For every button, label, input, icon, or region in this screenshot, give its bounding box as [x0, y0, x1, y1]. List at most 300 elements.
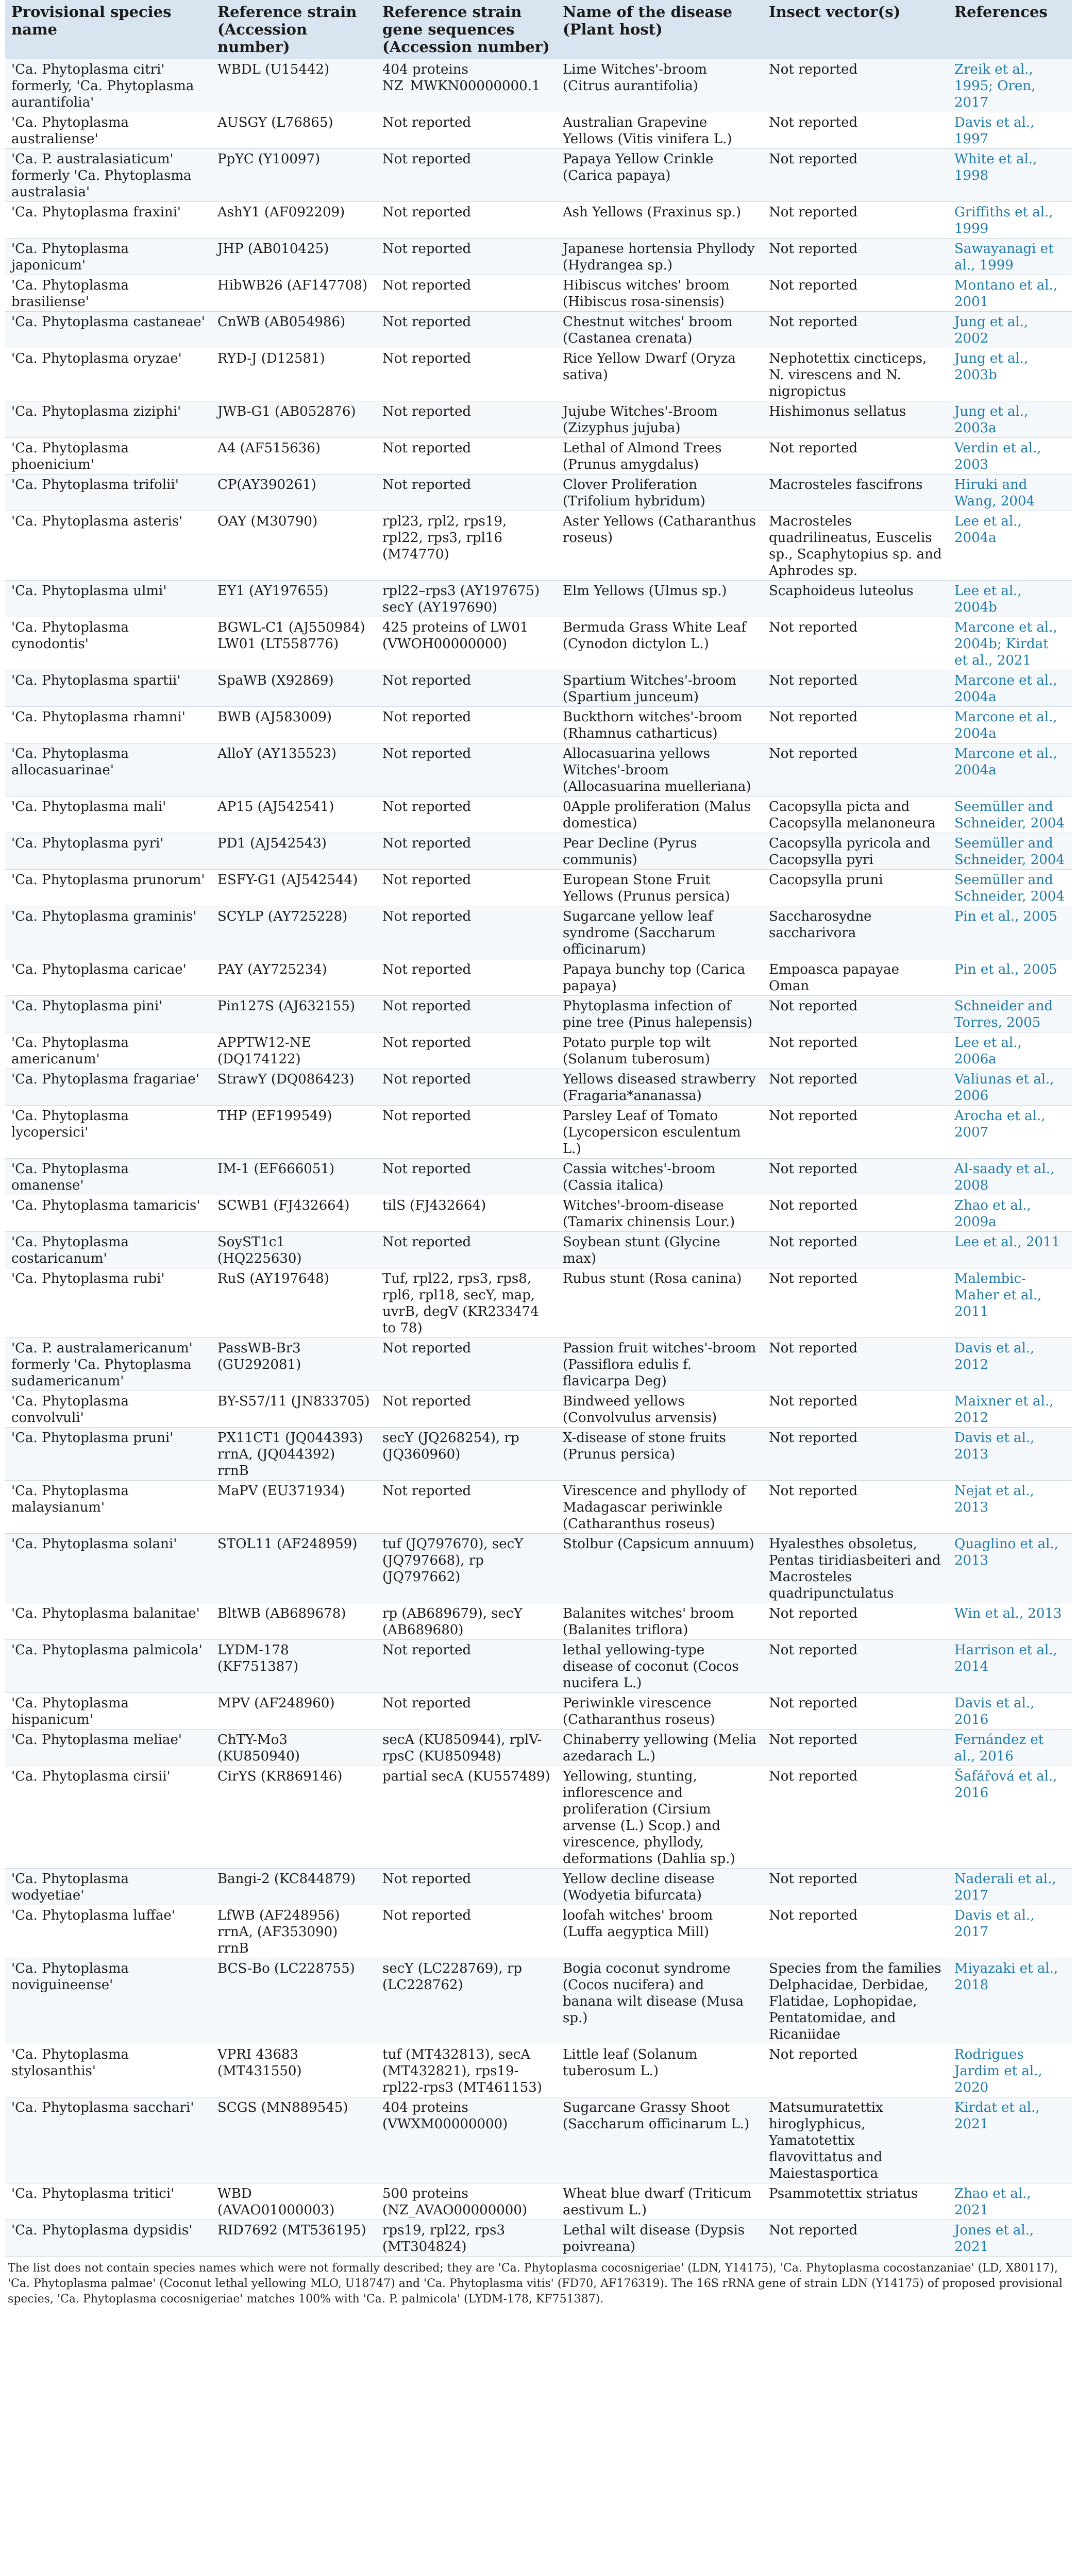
table-row: [5, 2183, 1072, 2220]
insect-vector-cell: Not reported: [763, 1905, 948, 1958]
species-name-cell: 'Ca. Phytoplasma americanum': [5, 1032, 211, 1069]
reference-strain-cell: StrawY (DQ086423): [211, 1069, 376, 1106]
disease-cell: Sugarcane yellow leaf syndrome (Saccharum officinarum): [557, 906, 763, 959]
reference-cell[interactable]: Seemüller and Schneider, 2004: [948, 833, 1072, 870]
disease-cell: Lethal wilt disease (Dypsis poivreana): [557, 2220, 763, 2257]
insect-vector-cell: Not reported: [763, 1268, 948, 1338]
insect-vector-cell: Not reported: [763, 1106, 948, 1159]
gene-sequences-cell: Not reported: [376, 1905, 557, 1958]
gene-sequences-cell: Not reported: [376, 438, 557, 474]
table-row: [5, 1766, 1072, 1869]
gene-sequences-cell: Not reported: [376, 401, 557, 438]
table-footnote: The list does not contain species names which were not formally described; they are 'Ca. Phytoplasma cocosnigeriae' (LDN, Y14175), 'Ca. Phytoplasma cocostanzaniae' (LD, X80117), 'Ca. Phytoplasma palmae' (Coconut lethal yellowing MLO, U18747) and 'Ca. Phytoplasma vitis' (FD70, AF176319). The 16S rRNA gene of strain LDN (Y14175) of proposed provisional species, 'Ca. Phytoplasma cocosnigeriae' matches 100% with 'Ca. P. palmicola' (LYDM-178, KF751387).: [8, 2262, 1063, 2306]
disease-cell: Hibiscus witches' broom (Hibiscus rosa-sinensis): [557, 275, 763, 312]
reference-strain-cell: EY1 (AY197655): [211, 581, 376, 617]
disease-cell: Chinaberry yellowing (Melia azedarach L.): [557, 1730, 763, 1766]
disease-cell: X-disease of stone fruits (Prunus persica): [557, 1428, 763, 1481]
reference-cell[interactable]: Davis et al., 1997: [948, 112, 1072, 149]
disease-cell: Yellowing, stunting, inflorescence and proliferation (Cirsium arvense (L.) Scop.) and virescence, phyllody, deformations (Dahlia sp.): [557, 1766, 763, 1869]
table-row: [5, 1481, 1072, 1534]
disease-cell: Bogia coconut syndrome (Cocos nucifera) and banana wilt disease (Musa sp.): [557, 1958, 763, 2044]
reference-cell[interactable]: Fernández et al., 2016: [948, 1730, 1072, 1766]
table-row: [5, 511, 1072, 581]
table-row: [5, 1534, 1072, 1603]
insect-vector-cell: Not reported: [763, 1338, 948, 1391]
disease-cell: Japanese hortensia Phyllody (Hydrangea sp.): [557, 239, 763, 275]
gene-sequences-cell: Not reported: [376, 474, 557, 511]
reference-strain-cell: APPTW12-NE (DQ174122): [211, 1032, 376, 1069]
insect-vector-cell: Hyalesthes obsoletus, Pentas tiridiasbeiteri and Macrosteles quadripunctulatus: [763, 1534, 948, 1603]
table-row: [5, 2097, 1072, 2183]
species-name-cell: 'Ca. Phytoplasma dypsidis': [5, 2220, 211, 2257]
species-name-cell: 'Ca. Phytoplasma malaysianum': [5, 1481, 211, 1534]
table-row: [5, 670, 1072, 707]
species-name-cell: 'Ca. P. australamericanum' formerly 'Ca. Phytoplasma sudamericanum': [5, 1338, 211, 1391]
header-disease-name: Name of the disease (Plant host): [557, 0, 763, 59]
disease-cell: Bermuda Grass White Leaf (Cynodon dictylon L.): [557, 617, 763, 670]
gene-sequences-cell: Not reported: [376, 1338, 557, 1391]
insect-vector-cell: Not reported: [763, 202, 948, 239]
reference-strain-cell: BWB (AJ583009): [211, 707, 376, 743]
reference-strain-cell: PX11CT1 (JQ044393) rrnA, (JQ044392) rrnB: [211, 1428, 376, 1481]
species-name-cell: 'Ca. Phytoplasma noviguineense': [5, 1958, 211, 2044]
insect-vector-cell: Not reported: [763, 996, 948, 1032]
reference-strain-cell: JWB-G1 (AB052876): [211, 401, 376, 438]
disease-cell: Passion fruit witches'-broom (Passiflora edulis f. flavicarpa Deg): [557, 1338, 763, 1391]
species-name-cell: 'Ca. Phytoplasma pini': [5, 996, 211, 1032]
disease-cell: Lethal of Almond Trees (Prunus amygdalus): [557, 438, 763, 474]
species-name-cell: 'Ca. Phytoplasma sacchari': [5, 2097, 211, 2183]
reference-cell[interactable]: Schneider and Torres, 2005: [948, 996, 1072, 1032]
reference-cell[interactable]: Arocha et al., 2007: [948, 1106, 1072, 1159]
gene-sequences-cell: Not reported: [376, 670, 557, 707]
reference-cell[interactable]: Jung et al., 2003a: [948, 401, 1072, 438]
disease-cell: Virescence and phyllody of Madagascar periwinkle (Catharanthus roseus): [557, 1481, 763, 1534]
species-name-cell: 'Ca. Phytoplasma pruni': [5, 1428, 211, 1481]
reference-strain-cell: JHP (AB010425): [211, 239, 376, 275]
reference-cell[interactable]: Valiunas et al., 2006: [948, 1069, 1072, 1106]
reference-strain-cell: PassWB-Br3 (GU292081): [211, 1338, 376, 1391]
disease-cell: Phytoplasma infection of pine tree (Pinus halepensis): [557, 996, 763, 1032]
reference-cell[interactable]: Zhao et al., 2009a: [948, 1195, 1072, 1232]
reference-cell[interactable]: Jung et al., 2003b: [948, 348, 1072, 401]
reference-cell[interactable]: Montano et al., 2001: [948, 275, 1072, 312]
disease-cell: Pear Decline (Pyrus communis): [557, 833, 763, 870]
species-name-cell: 'Ca. Phytoplasma lycopersici': [5, 1106, 211, 1159]
table-row: [5, 1958, 1072, 2044]
reference-cell[interactable]: Marcone et al., 2004a: [948, 743, 1072, 796]
table-row: [5, 1195, 1072, 1232]
table-row: [5, 1905, 1072, 1958]
gene-sequences-cell: Not reported: [376, 112, 557, 149]
species-name-cell: 'Ca. Phytoplasma castaneae': [5, 312, 211, 348]
reference-strain-cell: CnWB (AB054986): [211, 312, 376, 348]
reference-strain-cell: BltWB (AB689678): [211, 1603, 376, 1640]
table-body: [5, 59, 1072, 2257]
insect-vector-cell: Not reported: [763, 438, 948, 474]
reference-strain-cell: AlloY (AY135523): [211, 743, 376, 796]
insect-vector-cell: Not reported: [763, 1766, 948, 1869]
insect-vector-cell: Empoasca papayae Oman: [763, 959, 948, 996]
reference-cell[interactable]: White et al., 1998: [948, 149, 1072, 202]
gene-sequences-cell: tilS (FJ432664): [376, 1195, 557, 1232]
table-row: [5, 1640, 1072, 1693]
table-row: [5, 796, 1072, 833]
reference-cell[interactable]: Pin et al., 2005: [948, 906, 1072, 959]
disease-cell: Rubus stunt (Rosa canina): [557, 1268, 763, 1338]
species-name-cell: 'Ca. Phytoplasma costaricanum': [5, 1232, 211, 1268]
disease-cell: Clover Proliferation (Trifolium hybridum): [557, 474, 763, 511]
insect-vector-cell: Not reported: [763, 1693, 948, 1730]
reference-strain-cell: AP15 (AJ542541): [211, 796, 376, 833]
reference-cell[interactable]: Šafářová et al., 2016: [948, 1766, 1072, 1869]
species-name-cell: 'Ca. Phytoplasma wodyetiae': [5, 1869, 211, 1905]
reference-strain-cell: PpYC (Y10097): [211, 149, 376, 202]
disease-cell: Potato purple top wilt (Solanum tuberosum): [557, 1032, 763, 1069]
reference-cell[interactable]: Verdin et al., 2003: [948, 438, 1072, 474]
gene-sequences-cell: rpl23, rpl2, rps19, rpl22, rps3, rpl16 (M74770): [376, 511, 557, 581]
reference-strain-cell: MPV (AF248960): [211, 1693, 376, 1730]
insect-vector-cell: Not reported: [763, 670, 948, 707]
reference-strain-cell: MaPV (EU371934): [211, 1481, 376, 1534]
table-row: [5, 1106, 1072, 1159]
table-row: [5, 239, 1072, 275]
reference-cell[interactable]: Davis et al., 2016: [948, 1693, 1072, 1730]
reference-strain-cell: ChTY-Mo3 (KU850940): [211, 1730, 376, 1766]
table-row: [5, 149, 1072, 202]
insect-vector-cell: Not reported: [763, 1032, 948, 1069]
reference-cell[interactable]: Lee et al., 2011: [948, 1232, 1072, 1268]
reference-strain-cell: Pin127S (AJ632155): [211, 996, 376, 1032]
reference-cell[interactable]: Seemüller and Schneider, 2004: [948, 870, 1072, 906]
reference-strain-cell: SCGS (MN889545): [211, 2097, 376, 2183]
table-row: [5, 1428, 1072, 1481]
gene-sequences-cell: rpl22–rps3 (AY197675) secY (AY197690): [376, 581, 557, 617]
reference-cell[interactable]: Naderali et al., 2017: [948, 1869, 1072, 1905]
insect-vector-cell: Not reported: [763, 2220, 948, 2257]
species-name-cell: 'Ca. Phytoplasma rhamni': [5, 707, 211, 743]
reference-strain-cell: BGWL-C1 (AJ550984) LW01 (LT558776): [211, 617, 376, 670]
reference-strain-cell: ESFY-G1 (AJ542544): [211, 870, 376, 906]
species-name-cell: 'Ca. Phytoplasma spartii': [5, 670, 211, 707]
species-name-cell: 'Ca. Phytoplasma pyri': [5, 833, 211, 870]
insect-vector-cell: Not reported: [763, 112, 948, 149]
disease-cell: Elm Yellows (Ulmus sp.): [557, 581, 763, 617]
disease-cell: 0Apple proliferation (Malus domestica): [557, 796, 763, 833]
table-row: [5, 870, 1072, 906]
table-row: [5, 275, 1072, 312]
table-row: [5, 112, 1072, 149]
reference-cell[interactable]: Seemüller and Schneider, 2004: [948, 796, 1072, 833]
reference-strain-cell: HibWB26 (AF147708): [211, 275, 376, 312]
gene-sequences-cell: Not reported: [376, 1032, 557, 1069]
table-row: [5, 438, 1072, 474]
insect-vector-cell: Not reported: [763, 1428, 948, 1481]
reference-strain-cell: WBD (AVAO01000003): [211, 2183, 376, 2220]
table-row: [5, 59, 1072, 112]
insect-vector-cell: Not reported: [763, 275, 948, 312]
species-name-cell: 'Ca. Phytoplasma omanense': [5, 1159, 211, 1195]
gene-sequences-cell: Not reported: [376, 1232, 557, 1268]
reference-strain-cell: RID7692 (MT536195): [211, 2220, 376, 2257]
reference-strain-cell: CirYS (KR869146): [211, 1766, 376, 1869]
insect-vector-cell: Not reported: [763, 1730, 948, 1766]
disease-cell: Cassia witches'-broom (Cassia italica): [557, 1159, 763, 1195]
insect-vector-cell: Not reported: [763, 59, 948, 112]
gene-sequences-cell: 500 proteins (NZ_AVAO00000000): [376, 2183, 557, 2220]
species-name-cell: 'Ca. Phytoplasma ziziphi': [5, 401, 211, 438]
table-header: [5, 0, 1072, 59]
table-row: [5, 1069, 1072, 1106]
gene-sequences-cell: 425 proteins of LW01 (VWOH00000000): [376, 617, 557, 670]
species-name-cell: 'Ca. P. australasiaticum' formerly 'Ca. Phytoplasma australasia': [5, 149, 211, 202]
insect-vector-cell: Matsumuratettix hiroglyphicus, Yamatotettix flavovittatus and Maiestasportica: [763, 2097, 948, 2183]
species-name-cell: 'Ca. Phytoplasma rubi': [5, 1268, 211, 1338]
reference-strain-cell: STOL11 (AF248959): [211, 1534, 376, 1603]
gene-sequences-cell: Not reported: [376, 1159, 557, 1195]
gene-sequences-cell: 404 proteins (VWXM00000000): [376, 2097, 557, 2183]
insect-vector-cell: Not reported: [763, 1603, 948, 1640]
reference-cell[interactable]: Davis et al., 2013: [948, 1428, 1072, 1481]
disease-cell: Soybean stunt (Glycine max): [557, 1232, 763, 1268]
disease-cell: Stolbur (Capsicum annuum): [557, 1534, 763, 1603]
gene-sequences-cell: Not reported: [376, 1640, 557, 1693]
reference-cell[interactable]: Al-saady et al., 2008: [948, 1159, 1072, 1195]
table-row: [5, 1869, 1072, 1905]
reference-strain-cell: CP(AY390261): [211, 474, 376, 511]
gene-sequences-cell: rp (AB689679), secY (AB689680): [376, 1603, 557, 1640]
gene-sequences-cell: secA (KU850944), rplV-rpsC (KU850948): [376, 1730, 557, 1766]
disease-cell: Papaya bunchy top (Carica papaya): [557, 959, 763, 996]
insect-vector-cell: Not reported: [763, 2044, 948, 2097]
species-name-cell: 'Ca. Phytoplasma mali': [5, 796, 211, 833]
reference-strain-cell: WBDL (U15442): [211, 59, 376, 112]
reference-cell[interactable]: Kirdat et al., 2021: [948, 2097, 1072, 2183]
species-name-cell: 'Ca. Phytoplasma brasiliense': [5, 275, 211, 312]
disease-cell: Bindweed yellows (Convolvulus arvensis): [557, 1391, 763, 1428]
species-name-cell: 'Ca. Phytoplasma graminis': [5, 906, 211, 959]
table-row: [5, 474, 1072, 511]
reference-cell[interactable]: Harrison et al., 2014: [948, 1640, 1072, 1693]
table-row: [5, 833, 1072, 870]
disease-cell: Wheat blue dwarf (Triticum aestivum L.): [557, 2183, 763, 2220]
reference-strain-cell: Bangi-2 (KC844879): [211, 1869, 376, 1905]
reference-cell[interactable]: Zreik et al., 1995; Oren, 2017: [948, 59, 1072, 112]
insect-vector-cell: Not reported: [763, 707, 948, 743]
phytoplasma-species-table: [5, 0, 1072, 2257]
insect-vector-cell: Not reported: [763, 1195, 948, 1232]
species-name-cell: 'Ca. Phytoplasma fraxini': [5, 202, 211, 239]
insect-vector-cell: Psammotettix striatus: [763, 2183, 948, 2220]
table-row: [5, 2220, 1072, 2257]
reference-strain-cell: AUSGY (L76865): [211, 112, 376, 149]
gene-sequences-cell: tuf (JQ797670), secY (JQ797668), rp (JQ797662): [376, 1534, 557, 1603]
table-row: [5, 202, 1072, 239]
disease-cell: Yellows diseased strawberry (Fragaria*ananassa): [557, 1069, 763, 1106]
reference-strain-cell: VPRI 43683 (MT431550): [211, 2044, 376, 2097]
reference-strain-cell: OAY (M30790): [211, 511, 376, 581]
reference-strain-cell: RuS (AY197648): [211, 1268, 376, 1338]
gene-sequences-cell: Not reported: [376, 959, 557, 996]
gene-sequences-cell: secY (LC228769), rp (LC228762): [376, 1958, 557, 2044]
disease-cell: Sugarcane Grassy Shoot (Saccharum officinarum L.): [557, 2097, 763, 2183]
reference-strain-cell: RYD-J (D12581): [211, 348, 376, 401]
reference-strain-cell: AshY1 (AF092209): [211, 202, 376, 239]
table-row: [5, 1268, 1072, 1338]
reference-strain-cell: PAY (AY725234): [211, 959, 376, 996]
reference-cell[interactable]: Griffiths et al., 1999: [948, 202, 1072, 239]
reference-cell[interactable]: Malembic-Maher et al., 2011: [948, 1268, 1072, 1338]
gene-sequences-cell: Not reported: [376, 1481, 557, 1534]
species-name-cell: 'Ca. Phytoplasma phoenicium': [5, 438, 211, 474]
gene-sequences-cell: secY (JQ268254), rp (JQ360960): [376, 1428, 557, 1481]
reference-cell[interactable]: Marcone et al., 2004a: [948, 707, 1072, 743]
disease-cell: Jujube Witches'-Broom (Zizyphus jujuba): [557, 401, 763, 438]
gene-sequences-cell: Not reported: [376, 1693, 557, 1730]
reference-strain-cell: SpaWB (X92869): [211, 670, 376, 707]
species-name-cell: 'Ca. Phytoplasma meliae': [5, 1730, 211, 1766]
reference-cell[interactable]: Quaglino et al., 2013: [948, 1534, 1072, 1603]
reference-cell[interactable]: Jones et al., 2021: [948, 2220, 1072, 2257]
species-name-cell: 'Ca. Phytoplasma cynodontis': [5, 617, 211, 670]
gene-sequences-cell: Not reported: [376, 796, 557, 833]
insect-vector-cell: Cacopsylla pruni: [763, 870, 948, 906]
disease-cell: Chestnut witches' broom (Castanea crenata): [557, 312, 763, 348]
insect-vector-cell: Not reported: [763, 1159, 948, 1195]
gene-sequences-cell: Not reported: [376, 996, 557, 1032]
insect-vector-cell: Scaphoideus luteolus: [763, 581, 948, 617]
species-name-cell: 'Ca. Phytoplasma allocasuarinae': [5, 743, 211, 796]
reference-cell[interactable]: Lee et al., 2006a: [948, 1032, 1072, 1069]
disease-cell: Yellow decline disease (Wodyetia bifurcata): [557, 1869, 763, 1905]
species-name-cell: 'Ca. Phytoplasma fragariae': [5, 1069, 211, 1106]
reference-strain-cell: BY-S57/11 (JN833705): [211, 1391, 376, 1428]
disease-cell: Allocasuarina yellows Witches'-broom (Allocasuarina muelleriana): [557, 743, 763, 796]
disease-cell: Aster Yellows (Catharanthus roseus): [557, 511, 763, 581]
reference-cell[interactable]: Sawayanagi et al., 1999: [948, 239, 1072, 275]
species-name-cell: 'Ca. Phytoplasma cirsii': [5, 1766, 211, 1869]
species-name-cell: 'Ca. Phytoplasma tritici': [5, 2183, 211, 2220]
table-row: [5, 1032, 1072, 1069]
reference-cell[interactable]: Davis et al., 2012: [948, 1338, 1072, 1391]
reference-cell[interactable]: Lee et al., 2004b: [948, 581, 1072, 617]
gene-sequences-cell: Not reported: [376, 1869, 557, 1905]
gene-sequences-cell: 404 proteins NZ_MWKN00000000.1: [376, 59, 557, 112]
gene-sequences-cell: Not reported: [376, 149, 557, 202]
species-name-cell: 'Ca. Phytoplasma tamaricis': [5, 1195, 211, 1232]
gene-sequences-cell: Not reported: [376, 239, 557, 275]
table-row: [5, 1159, 1072, 1195]
reference-cell[interactable]: Win et al., 2013: [948, 1603, 1072, 1640]
disease-cell: Australian Grapevine Yellows (Vitis vinifera L.): [557, 112, 763, 149]
species-name-cell: 'Ca. Phytoplasma citri' formerly, 'Ca. Phytoplasma aurantifolia': [5, 59, 211, 112]
reference-cell[interactable]: Davis et al., 2017: [948, 1905, 1072, 1958]
table-row: [5, 1730, 1072, 1766]
species-name-cell: 'Ca. Phytoplasma caricae': [5, 959, 211, 996]
reference-cell[interactable]: Rodrigues Jardim et al., 2020: [948, 2044, 1072, 2097]
gene-sequences-cell: Not reported: [376, 906, 557, 959]
gene-sequences-cell: Not reported: [376, 348, 557, 401]
species-name-cell: 'Ca. Phytoplasma asteris': [5, 511, 211, 581]
table-row: [5, 1603, 1072, 1640]
species-name-cell: 'Ca. Phytoplasma stylosanthis': [5, 2044, 211, 2097]
insect-vector-cell: Saccharosydne saccharivora: [763, 906, 948, 959]
species-name-cell: 'Ca. Phytoplasma prunorum': [5, 870, 211, 906]
table-row: [5, 401, 1072, 438]
reference-strain-cell: LYDM-178 (KF751387): [211, 1640, 376, 1693]
gene-sequences-cell: Not reported: [376, 1106, 557, 1159]
insect-vector-cell: Not reported: [763, 312, 948, 348]
reference-cell[interactable]: Maixner et al., 2012: [948, 1391, 1072, 1428]
insect-vector-cell: Nephotettix cincticeps, N. virescens and N. nigropictus: [763, 348, 948, 401]
table-row: [5, 2044, 1072, 2097]
insect-vector-cell: Not reported: [763, 1481, 948, 1534]
reference-strain-cell: PD1 (AJ542543): [211, 833, 376, 870]
insect-vector-cell: Macrosteles quadrilineatus, Euscelis sp., Scaphytopius sp. and Aphrodes sp.: [763, 511, 948, 581]
reference-cell[interactable]: Hiruki and Wang, 2004: [948, 474, 1072, 511]
table-row: [5, 348, 1072, 401]
insect-vector-cell: Macrosteles fascifrons: [763, 474, 948, 511]
table-row: [5, 312, 1072, 348]
gene-sequences-cell: Not reported: [376, 202, 557, 239]
disease-cell: lethal yellowing-type disease of coconut (Cocos nucifera L.): [557, 1640, 763, 1693]
reference-cell[interactable]: Miyazaki et al., 2018: [948, 1958, 1072, 2044]
reference-cell[interactable]: Pin et al., 2005: [948, 959, 1072, 996]
header-insect-vectors: Insect vector(s): [763, 0, 948, 59]
species-name-cell: 'Ca. Phytoplasma japonicum': [5, 239, 211, 275]
gene-sequences-cell: Not reported: [376, 275, 557, 312]
gene-sequences-cell: Not reported: [376, 870, 557, 906]
reference-strain-cell: SCWB1 (FJ432664): [211, 1195, 376, 1232]
species-name-cell: 'Ca. Phytoplasma luffae': [5, 1905, 211, 1958]
insect-vector-cell: Not reported: [763, 617, 948, 670]
insect-vector-cell: Hishimonus sellatus: [763, 401, 948, 438]
insect-vector-cell: Not reported: [763, 1069, 948, 1106]
reference-cell[interactable]: Marcone et al., 2004b; Kirdat et al., 2021: [948, 617, 1072, 670]
gene-sequences-cell: Tuf, rpl22, rps3, rps8, rpl6, rpl18, secY, map, uvrB, degV (KR233474 to 78): [376, 1268, 557, 1338]
disease-cell: Rice Yellow Dwarf (Oryza sativa): [557, 348, 763, 401]
insect-vector-cell: Not reported: [763, 1640, 948, 1693]
reference-strain-cell: LfWB (AF248956) rrnA, (AF353090) rrnB: [211, 1905, 376, 1958]
reference-strain-cell: BCS-Bo (LC228755): [211, 1958, 376, 2044]
reference-cell[interactable]: Nejat et al., 2013: [948, 1481, 1072, 1534]
reference-strain-cell: THP (EF199549): [211, 1106, 376, 1159]
table-row: [5, 996, 1072, 1032]
gene-sequences-cell: Not reported: [376, 707, 557, 743]
species-name-cell: 'Ca. Phytoplasma balanitae': [5, 1603, 211, 1640]
insect-vector-cell: Cacopsylla picta and Cacopsylla melanoneura: [763, 796, 948, 833]
insect-vector-cell: Not reported: [763, 1869, 948, 1905]
disease-cell: Spartium Witches'-broom (Spartium junceum): [557, 670, 763, 707]
reference-cell[interactable]: Marcone et al., 2004a: [948, 670, 1072, 707]
reference-cell[interactable]: Jung et al., 2002: [948, 312, 1072, 348]
disease-cell: Parsley Leaf of Tomato (Lycopersicon esculentum L.): [557, 1106, 763, 1159]
table-row: [5, 1693, 1072, 1730]
disease-cell: loofah witches' broom (Luffa aegyptica Mill): [557, 1905, 763, 1958]
reference-cell[interactable]: Zhao et al., 2021: [948, 2183, 1072, 2220]
disease-cell: Little leaf (Solanum tuberosum L.): [557, 2044, 763, 2097]
gene-sequences-cell: Not reported: [376, 312, 557, 348]
disease-cell: Lime Witches'-broom (Citrus aurantifolia): [557, 59, 763, 112]
disease-cell: Witches'-broom-disease (Tamarix chinensis Lour.): [557, 1195, 763, 1232]
reference-cell[interactable]: Lee et al., 2004a: [948, 511, 1072, 581]
species-name-cell: 'Ca. Phytoplasma palmicola': [5, 1640, 211, 1693]
species-name-cell: 'Ca. Phytoplasma ulmi': [5, 581, 211, 617]
reference-strain-cell: SoyST1c1 (HQ225630): [211, 1232, 376, 1268]
disease-cell: Papaya Yellow Crinkle (Carica papaya): [557, 149, 763, 202]
table-row: [5, 1391, 1072, 1428]
table-row: [5, 906, 1072, 959]
